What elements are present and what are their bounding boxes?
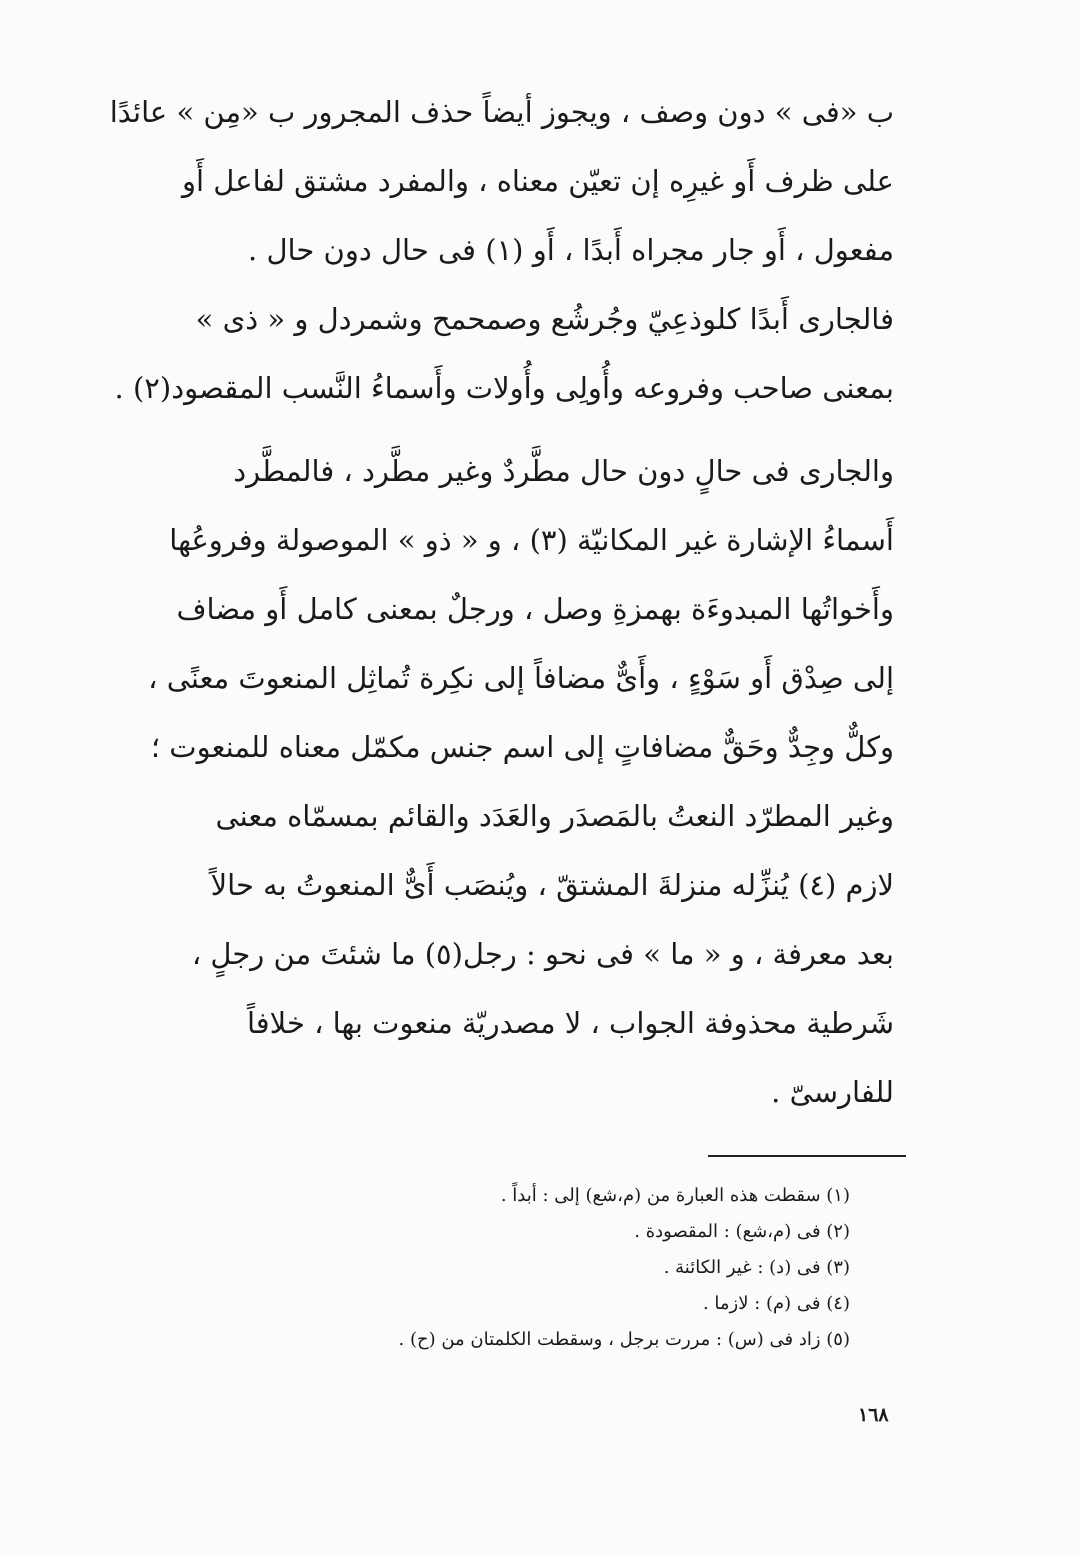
text-line: والجارى فى حالٍ دون حال مطَّردٌ وغير مطَّرد ، فالمطَّرد	[233, 454, 894, 488]
footnote-separator	[708, 1155, 906, 1157]
main-text	[109, 78, 894, 1127]
text-line: إلى صِدْق أَو سَوْءٍ ، وأَىٌّ مضافاً إلى نكِرة تُماثِل المنعوتَ معنًى ،	[148, 661, 894, 695]
text-line: بمعنى صاحب وفروعه وأُولِى وأُولات وأَسماءُ النَّسب المقصود(٢) .	[114, 371, 894, 405]
text-line: ب «فى » دون وصف ، ويجوز أيضاً حذف المجرور ب «مِن » عائدًا	[109, 95, 894, 129]
text-line: فالجارى أَبدًا كلوذعِيّ وجُرشُع وصمحمح وشمردل و « ذى »	[195, 302, 894, 336]
text-line: وغير المطرّد النعتُ بالمَصدَر والعَدَد والقائم بمسمّاه معنى	[215, 799, 894, 833]
text-line: بعد معرفة ، و « ما » فى نحو : رجل(٥) ما شئتَ من رجلٍ ،	[191, 937, 894, 971]
text-line: على ظرف أَو غيرِه إن تعيّن معناه ، والمفرد مشتق لفاعل أَو	[182, 164, 894, 198]
text-line: أَسماءُ الإشارة غير المكانيّة (٣) ، و « ذو » الموصولة وفروعُها	[169, 523, 894, 557]
text-line: للفارسىّ .	[771, 1075, 894, 1109]
footnote: (٣) فى (د) : غير الكائنة .	[663, 1257, 850, 1278]
paragraph-gap	[150, 423, 894, 437]
text-line: شَرطية محذوفة الجواب ، لا مصدريّة منعوت بها ، خلافاً	[246, 1006, 894, 1040]
page-number: ١٦٨	[858, 1404, 889, 1426]
footnote: (٤) فى (م) : لازما .	[702, 1293, 850, 1314]
text-line: لازم (٤) يُنزِّله منزلةَ المشتقّ ، ويُنصَب أَىٌّ المنعوتُ به حالاً	[210, 868, 894, 902]
text-line: مفعول ، أَو جار مجراه أَبدًا ، أَو (١) فى حال دون حال .	[248, 233, 894, 267]
text-line: وأَخواتُها المبدوءَة بهمزةِ وصل ، ورجلٌ بمعنى كامل أَو مضاف	[176, 592, 894, 626]
footnotes	[330, 1178, 850, 1358]
text-line: وكلٌّ وجِدٌّ وحَقٌّ مضافاتٍ إلى اسم جنس مكمّل معناه للمنعوت ؛	[150, 730, 894, 764]
footnote: (٥) زاد فى (س) : مررت برجل ، وسقطت الكلمتان من (ح) .	[398, 1329, 850, 1350]
footnote: (١) سقطت هذه العبارة من (م،شع) إلى : أبداً .	[500, 1185, 850, 1206]
footnote: (٢) فى (م،شع) : المقصودة .	[634, 1221, 850, 1242]
